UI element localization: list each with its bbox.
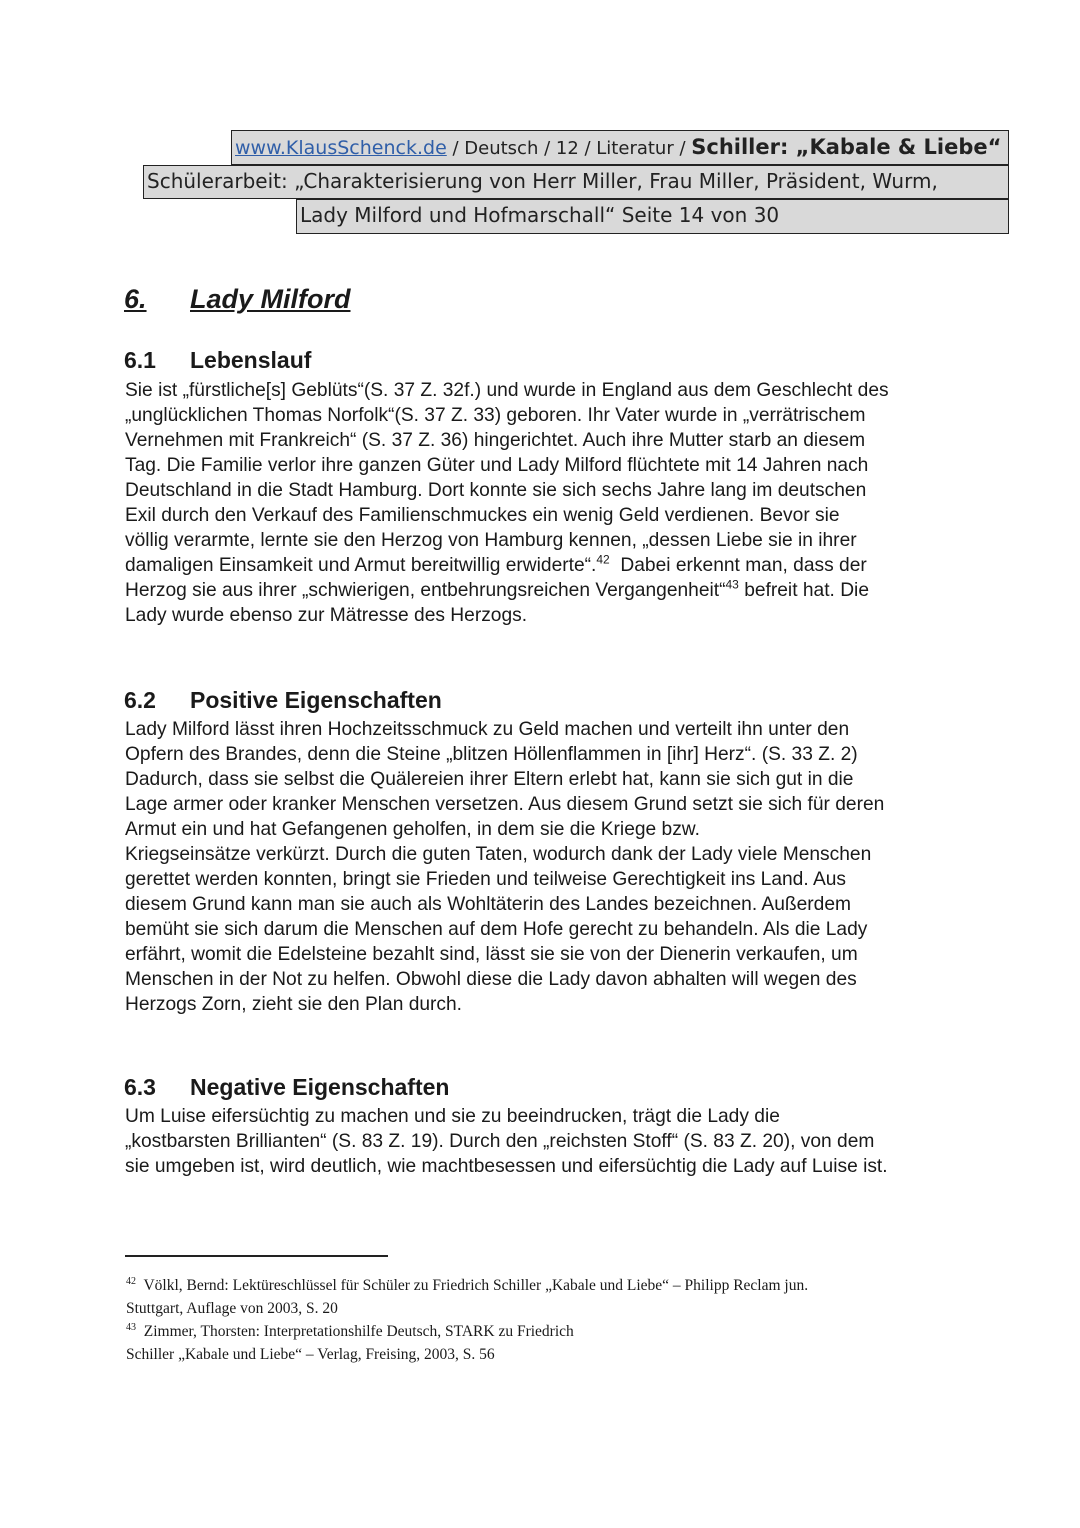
text-line: Deutschland in die Stadt Hamburg. Dort konnte sie sich sechs Jahre lang im deutschen bbox=[125, 480, 867, 501]
text-line: Herzogs Zorn, zieht sie den Plan durch. bbox=[125, 994, 463, 1015]
text-line: bemüht sie sich darum die Menschen auf dem Hofe gerecht zu behandeln. Als die Lady bbox=[125, 919, 868, 940]
header-subtitle-line-1: Schülerarbeit: „Charakterisierung von Herr Miller, Frau Miller, Präsident, Wurm, bbox=[147, 169, 938, 193]
section-body-negative bbox=[125, 1104, 888, 1179]
text-line: Kriegseinsätze verkürzt. Durch die guten Taten, wodurch dank der Lady viele Menschen bbox=[125, 844, 872, 865]
section-heading-positive bbox=[124, 687, 442, 714]
footnote-ref-42[interactable]: 42 bbox=[596, 552, 610, 567]
footnote-43 bbox=[126, 1316, 574, 1366]
text-line: Exil durch den Verkauf des Familienschmuckes ein wenig Geld verdienen. Bevor sie bbox=[125, 505, 840, 526]
header-subtitle-line-2: Lady Milford und Hofmarschall“ Seite 14 von 30 bbox=[300, 203, 780, 227]
section-heading-negative bbox=[124, 1074, 449, 1101]
header-path: / Deutsch / 12 / Literatur / bbox=[446, 138, 692, 159]
footnote-line bbox=[126, 1270, 808, 1297]
section-title: Negative Eigenschaften bbox=[190, 1074, 450, 1100]
text-line: Vernehmen mit Frankreich“ (S. 37 Z. 36) hingerichtet. Auch ihre Mutter starb an diesem bbox=[125, 430, 866, 451]
footnote-number: 42 bbox=[126, 1276, 136, 1287]
text-fragment: Herzog sie aus ihrer „schwierigen, entbehrungsreichen Vergangenheit“ bbox=[125, 580, 726, 601]
chapter-heading bbox=[124, 284, 351, 315]
text-line: diesem Grund kann man sie auch als Wohltäterin des Landes bezeichnen. Außerdem bbox=[125, 894, 851, 915]
section-number: 6.2 bbox=[124, 687, 156, 713]
text-line bbox=[125, 578, 889, 603]
header-line-2 bbox=[143, 165, 1009, 199]
text-line: „kostbarsten Brillianten“ (S. 83 Z. 19). Durch den „reichsten Stoff“ (S. 83 Z. 20), von dem bbox=[125, 1131, 875, 1152]
text-fragment: befreit hat. Die bbox=[744, 580, 869, 601]
header-title: Schiller: „Kabale & Liebe“ bbox=[691, 135, 1002, 159]
footnote-line: Schiller „Kabale und Liebe“ – Verlag, Freising, 2003, S. 56 bbox=[126, 1346, 495, 1364]
chapter-title: Lady Milford bbox=[190, 284, 351, 314]
header-line-3 bbox=[296, 199, 1009, 234]
footnote-text: Völkl, Bernd: Lektüreschlüssel für Schüler zu Friedrich Schiller „Kabale und Liebe“ – Philipp Reclam jun. bbox=[143, 1277, 809, 1295]
text-line: Lage armer oder kranker Menschen versetzen. Aus diesem Grund setzt sie sich für deren bbox=[125, 794, 885, 815]
text-line: „unglücklichen Thomas Norfolk“(S. 37 Z. 33) geboren. Ihr Vater wurde in „verrätrischem bbox=[125, 405, 866, 426]
section-title: Positive Eigenschaften bbox=[190, 687, 442, 713]
text-line: gerettet werden konnten, bringt sie Frieden und teilweise Gerechtigkeit ins Land. Aus bbox=[125, 869, 847, 890]
footnote-ref-43[interactable]: 43 bbox=[725, 577, 739, 592]
footnote-42 bbox=[126, 1270, 808, 1320]
footnote-text: Zimmer, Thorsten: Interpretationshilfe Deutsch, STARK zu Friedrich bbox=[143, 1323, 574, 1341]
chapter-number: 6. bbox=[124, 284, 147, 314]
text-line: Dadurch, dass sie selbst die Quälereien ihrer Eltern erlebt hat, kann sie sich gut in die bbox=[125, 769, 854, 790]
footnote-separator bbox=[125, 1255, 388, 1257]
text-fragment: damaligen Einsamkeit und Armut bereitwillig erwiderte“. bbox=[125, 555, 597, 576]
header-line-1 bbox=[231, 130, 1009, 165]
text-line bbox=[125, 553, 889, 578]
text-line: völlig verarmte, lernte sie den Herzog von Hamburg kennen, „dessen Liebe sie in ihrer bbox=[125, 530, 857, 551]
text-fragment: Dabei erkennt man, dass der bbox=[620, 555, 867, 576]
section-title: Lebenslauf bbox=[190, 347, 312, 373]
footnote-line: Stuttgart, Auflage von 2003, S. 20 bbox=[126, 1300, 338, 1318]
footnote-line bbox=[126, 1316, 574, 1343]
section-heading-lebenslauf bbox=[124, 347, 311, 374]
text-line: Lady wurde ebenso zur Mätresse des Herzogs. bbox=[125, 605, 528, 626]
text-line: Sie ist „fürstliche[s] Geblüts“(S. 37 Z. 32f.) und wurde in England aus dem Geschlecht des bbox=[125, 380, 889, 401]
text-line: Menschen in der Not zu helfen. Obwohl diese die Lady davon abhalten will wegen des bbox=[125, 969, 857, 990]
text-line: sie umgeben ist, wird deutlich, wie machtbesessen und eifersüchtig die Lady auf Luise ist. bbox=[125, 1156, 888, 1177]
section-number: 6.1 bbox=[124, 347, 156, 373]
text-line: Armut ein und hat Gefangenen geholfen, in dem sie die Kriege bzw. bbox=[125, 819, 700, 840]
text-line: erfährt, womit die Edelsteine bezahlt sind, lässt sie sie von der Dienerin verkaufen, um bbox=[125, 944, 858, 965]
text-line: Opfern des Brandes, denn die Steine „blitzen Höllenflammen in [ihr] Herz“. (S. 33 Z. 2) bbox=[125, 744, 858, 765]
website-link[interactable]: www.KlausSchenck.de bbox=[235, 137, 447, 159]
text-line: Lady Milford lässt ihren Hochzeitsschmuck zu Geld machen und verteilt ihn unter den bbox=[125, 719, 850, 740]
footnote-number: 43 bbox=[126, 1322, 136, 1333]
text-line: Um Luise eifersüchtig zu machen und sie zu beeindrucken, trägt die Lady die bbox=[125, 1106, 780, 1127]
text-line: Tag. Die Familie verlor ihre ganzen Güter und Lady Milford flüchtete mit 14 Jahren nach bbox=[125, 455, 869, 476]
section-body-lebenslauf bbox=[125, 378, 889, 628]
section-body-positive bbox=[125, 717, 884, 1017]
section-number: 6.3 bbox=[124, 1074, 156, 1100]
